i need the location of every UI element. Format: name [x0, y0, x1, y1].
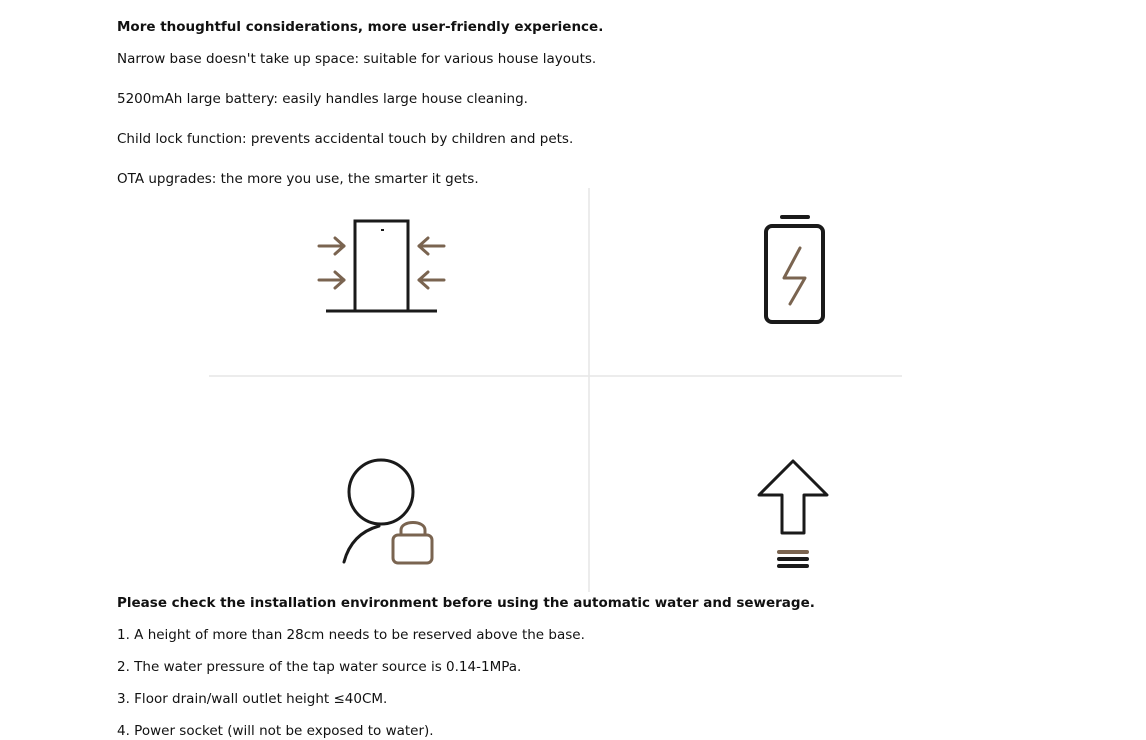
installation-item-drain: 3. Floor drain/wall outlet height ≤40CM. [117, 691, 388, 707]
battery-icon [766, 217, 823, 322]
feature-item-narrow-base: Narrow base doesn't take up space: suitable for various house layouts. [117, 51, 597, 67]
feature-item-ota: OTA upgrades: the more you use, the smarter it gets. [117, 171, 479, 187]
features-heading: More thoughtful considerations, more user-friendly experience. [117, 19, 604, 35]
ota-upgrade-icon [759, 461, 827, 566]
feature-item-child-lock: Child lock function: prevents accidental touch by children and pets. [117, 131, 574, 147]
installation-item-socket: 4. Power socket (will not be exposed to water). [117, 723, 434, 739]
installation-item-height: 1. A height of more than 28cm needs to be reserved above the base. [117, 627, 585, 643]
narrow-base-icon [319, 221, 444, 311]
installation-item-pressure: 2. The water pressure of the tap water source is 0.14-1MPa. [117, 659, 522, 675]
child-lock-icon [344, 460, 432, 563]
feature-icons-grid [209, 188, 902, 592]
installation-heading: Please check the installation environment before using the automatic water and sewerage. [117, 595, 815, 611]
feature-item-battery: 5200mAh large battery: easily handles large house cleaning. [117, 91, 528, 107]
